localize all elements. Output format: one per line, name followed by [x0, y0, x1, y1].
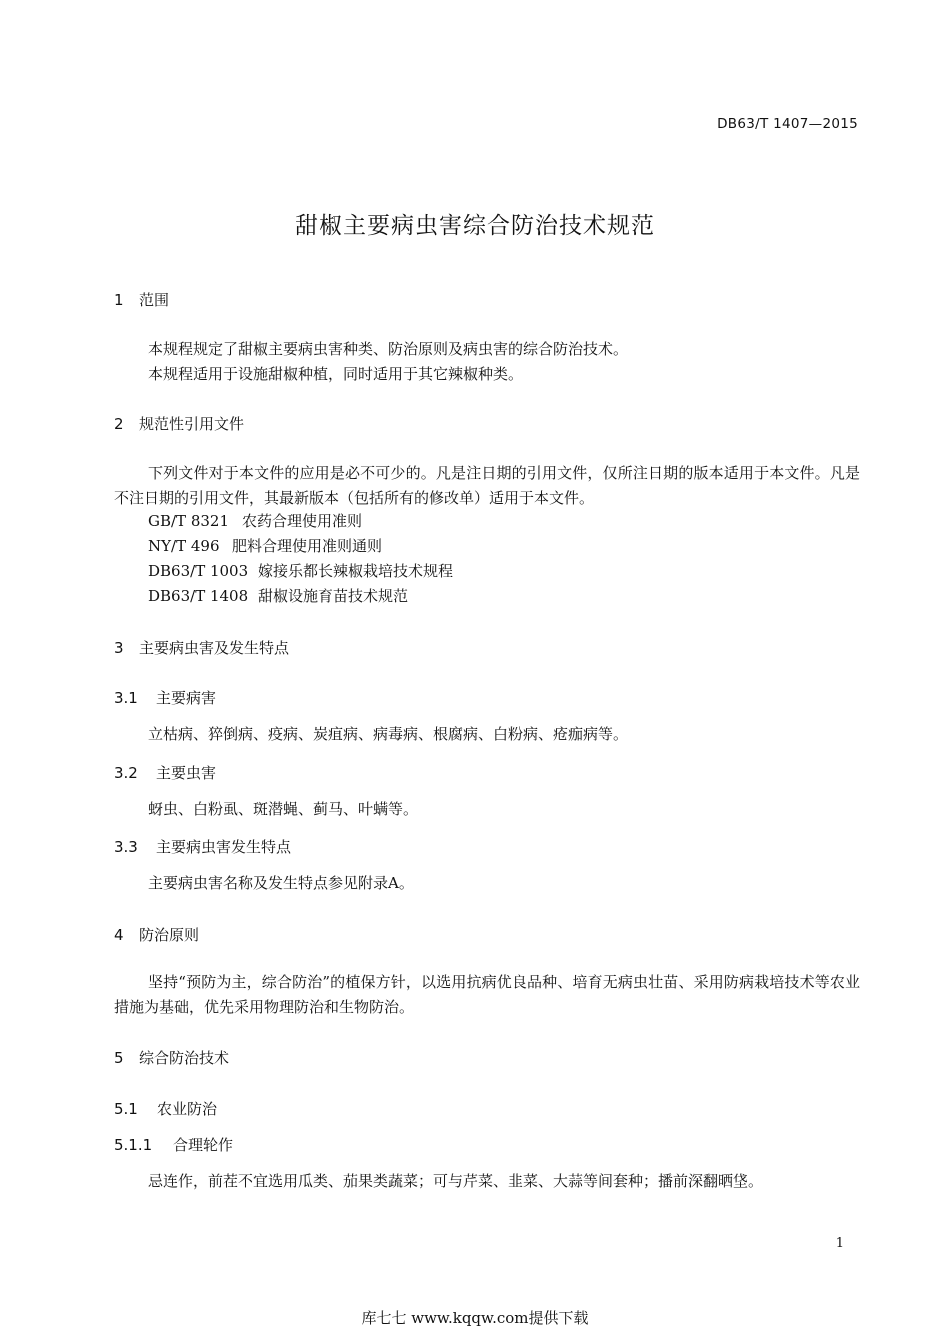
principles-paragraph: 坚持“预防为主，综合防治”的植保方针，以选用抗病优良品种、培育无病虫壮苗、采用防病栽培技术等农业措施为基础，优先采用物理防治和生物防治。	[114, 973, 860, 1016]
subsection-number: 5.1.1	[114, 1136, 153, 1154]
section-number: 2	[114, 415, 124, 433]
subsection-3-3-heading	[114, 836, 291, 857]
subsection-5-1-heading	[114, 1098, 217, 1119]
section-title: 主要病虫害及发生特点	[139, 639, 290, 657]
subsection-title: 农业防治	[157, 1100, 218, 1118]
subsection-5-1-1-heading	[114, 1134, 233, 1155]
reference-code: GB/T 8321	[148, 512, 230, 530]
section-5-heading	[114, 1047, 229, 1068]
section-number: 5	[114, 1049, 124, 1067]
subsection-number: 3.2	[114, 764, 138, 782]
page-title: 甜椒主要病虫害综合防治技术规范	[295, 213, 655, 239]
subsection-number: 3.1	[114, 689, 138, 707]
reference-name: 嫁接乐都长辣椒栽培技术规程	[258, 562, 454, 580]
footer-download-note: 库七七 www.kqqw.com提供下载	[361, 1309, 589, 1327]
reference-code: DB63/T 1003	[148, 562, 249, 580]
document-number: DB63/T 1407—2015	[717, 116, 858, 132]
section-number: 3	[114, 639, 124, 657]
section-2-heading	[114, 413, 244, 434]
reference-item	[148, 510, 362, 531]
subsection-3-2-heading	[114, 762, 216, 783]
subsection-title: 主要虫害	[156, 764, 217, 782]
reference-code: NY/T 496	[148, 537, 220, 555]
reference-item	[148, 585, 408, 606]
section-title: 范围	[139, 291, 170, 309]
occurrence-text: 主要病虫害名称及发生特点参见附录A。	[148, 874, 414, 892]
rotation-text: 忌连作，前茬不宜选用瓜类、茄果类蔬菜；可与芹菜、韭菜、大蒜等间套种；播前深翻晒垡。	[148, 1172, 764, 1190]
main-pests-text: 蚜虫、白粉虱、斑潜蝇、蓟马、叶螨等。	[148, 800, 419, 818]
subsection-number: 3.3	[114, 838, 138, 856]
subsection-title: 主要病害	[156, 689, 217, 707]
section-title: 规范性引用文件	[139, 415, 245, 433]
reference-item	[148, 560, 453, 581]
section-title: 综合防治技术	[139, 1049, 230, 1067]
subsection-number: 5.1	[114, 1100, 138, 1118]
reference-item	[148, 535, 382, 556]
scope-paragraph-2: 本规程适用于设施甜椒种植，同时适用于其它辣椒种类。	[148, 365, 524, 383]
section-number: 4	[114, 926, 124, 944]
section-3-heading	[114, 637, 289, 658]
reference-name: 农药合理使用准则	[242, 512, 363, 530]
references-intro: 下列文件对于本文件的应用是必不可少的。凡是注日期的引用文件，仅所注日期的版本适用于本文件。凡是不注日期的引用文件，其最新版本（包括所有的修改单）适用于本文件。	[114, 464, 860, 507]
main-diseases-text: 立枯病、猝倒病、疫病、炭疽病、病毒病、根腐病、白粉病、疮痂病等。	[148, 725, 629, 743]
subsection-title: 合理轮作	[173, 1136, 234, 1154]
scope-paragraph-1: 本规程规定了甜椒主要病虫害种类、防治原则及病虫害的综合防治技术。	[148, 340, 629, 358]
section-number: 1	[114, 291, 124, 309]
section-title: 防治原则	[139, 926, 200, 944]
reference-name: 肥料合理使用准则通则	[232, 537, 383, 555]
section-4-heading	[114, 924, 199, 945]
reference-code: DB63/T 1408	[148, 587, 249, 605]
page-number: 1	[835, 1236, 844, 1251]
subsection-3-1-heading	[114, 687, 216, 708]
reference-name: 甜椒设施育苗技术规范	[258, 587, 409, 605]
section-1-heading	[114, 289, 169, 310]
subsection-title: 主要病虫害发生特点	[156, 838, 292, 856]
